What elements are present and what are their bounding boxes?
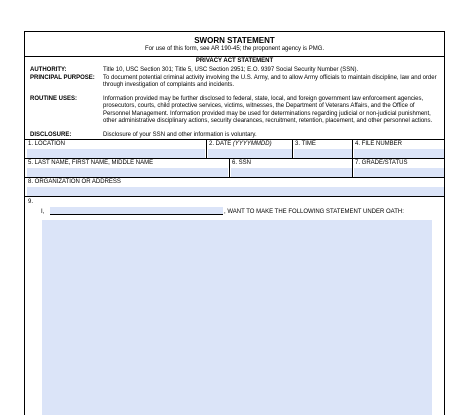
routine-uses-text: Information provided may be further disclosed to federal, state, local, and foreign government law enforcement agencies, prosecutors, courts, child protective services, victims, witnesses, the Department of Veterans Affairs, and the Office of Personnel Management. Information provided may be used for determinations regarding judicial or non-judicial punishment, other administrative disciplinary actions, security clearances, recruitment, retention, placement, and other personnel actions. (103, 96, 433, 124)
name-label: 5. LAST NAME, FIRST NAME, MIDDLE NAME (28, 160, 154, 166)
statement-text-area[interactable] (42, 220, 432, 415)
organization-label: 8. ORGANIZATION OR ADDRESS (28, 179, 121, 185)
purpose-text: To document potential criminal activity involving the U.S. Army, and to allow Army officials to maintain discipline, law and order through investigation of complaints and incidents. (103, 75, 437, 89)
authority-label: AUTHORITY: (30, 67, 67, 73)
divider (229, 158, 230, 178)
ssn-field[interactable] (231, 168, 352, 177)
divider (352, 158, 353, 178)
authority-text: Title 10, USC Section 301; Title 5, USC Section 2951; E.O. 9397 Social Security Number (SSN). (103, 67, 359, 73)
sworn-statement-form (24, 31, 445, 415)
disclosure-label: DISCLOSURE: (30, 132, 72, 138)
divider (25, 139, 444, 140)
i-label: I, (41, 209, 45, 215)
oath-text: , WANT TO MAKE THE FOLLOWING STATEMENT UNDER OATH: (224, 209, 404, 215)
file-number-label: 4. FILE NUMBER (355, 141, 403, 147)
ssn-label: 6. SSN (232, 160, 252, 166)
privacy-act-title: PRIVACY ACT STATEMENT (195, 58, 274, 64)
grade-status-label: 7. GRADE/STATUS (355, 160, 408, 166)
purpose-label: PRINCIPAL PURPOSE: (30, 75, 95, 81)
time-field[interactable] (294, 149, 353, 158)
organization-field[interactable] (27, 187, 444, 196)
routine-uses-label: ROUTINE USES: (30, 96, 78, 102)
location-label: 1. LOCATION (28, 141, 65, 147)
grade-status-field[interactable] (354, 168, 444, 177)
divider (352, 139, 353, 159)
name-field[interactable] (27, 168, 228, 177)
time-label: 3. TIME (295, 141, 316, 147)
file-number-field[interactable] (354, 149, 444, 158)
divider (25, 177, 444, 178)
date-field[interactable] (208, 149, 292, 158)
statement-name-field[interactable] (50, 207, 223, 215)
divider (25, 196, 444, 197)
location-field[interactable] (27, 149, 205, 158)
item-9-label: 9. (28, 199, 34, 205)
divider (292, 139, 293, 159)
divider (25, 56, 444, 57)
form-title: SWORN STATEMENT (194, 36, 275, 45)
divider (25, 158, 444, 159)
divider (206, 139, 207, 159)
disclosure-text: Disclosure of your SSN and other information is voluntary. (103, 132, 257, 138)
form-subtitle: For use of this form, see AR 190-45; the proponent agency is PMG. (144, 46, 325, 52)
date-label: 2. DATE (YYYYMMDD) (209, 141, 272, 147)
